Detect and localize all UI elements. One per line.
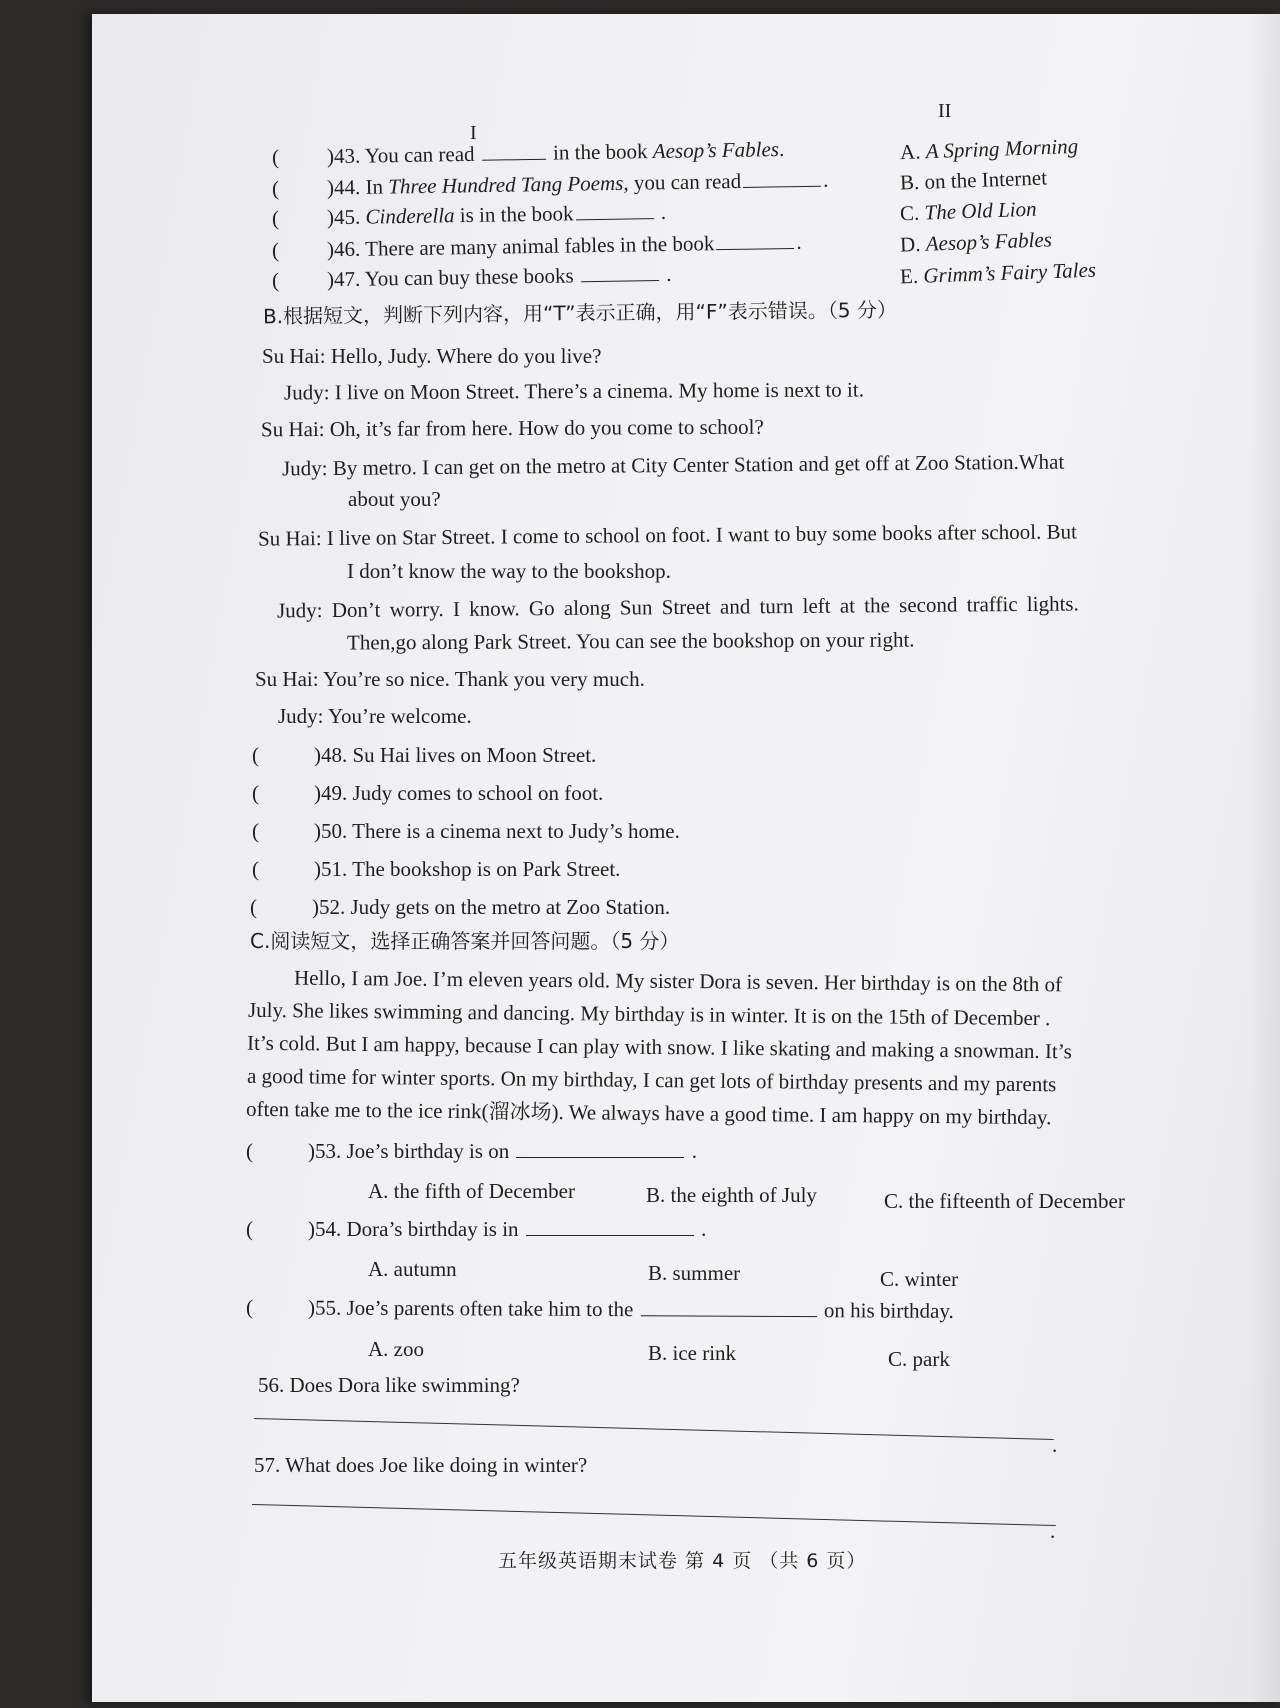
- q43-end: .: [778, 136, 785, 162]
- q55-stem: )55. Joe’s parents often take him to the: [307, 1295, 634, 1322]
- dialogue-line-4b: about you?: [348, 487, 441, 511]
- answer-paren[interactable]: (: [271, 176, 280, 201]
- q49-text: )49. Judy comes to school on foot.: [314, 781, 604, 805]
- q46-end: .: [796, 229, 802, 254]
- question-49: [252, 780, 603, 806]
- answer-paren[interactable]: (: [246, 1217, 253, 1241]
- q52-text: )52. Judy gets on the metro at Zoo Station.: [312, 895, 671, 919]
- q43-rest: in the book: [552, 139, 648, 165]
- dialogue-line-5: Su Hai: I live on Star Street. I come to school on foot. I want to buy some books after school. But: [257, 519, 1077, 551]
- passage-line-3: It’s cold. But I am happy, because I can play with snow. I like skating and making a snowman. It’s: [246, 1030, 1072, 1064]
- page-footer: 五年级英语期末试卷 第 4 页 （共 6 页）: [498, 1550, 867, 1572]
- answer-paren[interactable]: (: [271, 144, 280, 170]
- q50-text: )50. There is a cinema next to Judy’s home.: [314, 819, 680, 843]
- q45-text: )45.: [326, 204, 361, 230]
- dialogue-line-2: Judy: I live on Moon Street. There’s a cinema. My home is next to it.: [283, 377, 864, 405]
- column-header-i: I: [470, 122, 477, 144]
- q44-rest: , you can read: [623, 169, 742, 195]
- q54-option-b[interactable]: B. summer: [648, 1261, 741, 1285]
- question-55: [246, 1294, 954, 1324]
- q53-option-c[interactable]: C. the fifteenth of December: [884, 1189, 1125, 1213]
- q54-option-c[interactable]: C. winter: [880, 1267, 959, 1291]
- q53-end: .: [691, 1139, 697, 1163]
- passage-line-4: a good time for winter sports. On my birthday, I can get lots of birthday presents and my parents: [246, 1063, 1057, 1097]
- answer-paren[interactable]: (: [252, 743, 259, 767]
- q55-end: on his birthday.: [823, 1298, 954, 1323]
- q44-text: )44. In: [326, 174, 384, 200]
- paper-fold-shadow: [1250, 14, 1280, 1702]
- q55-option-a[interactable]: A. zoo: [368, 1337, 424, 1361]
- dialogue-line-8: Judy: You’re welcome.: [278, 704, 472, 728]
- q55-option-c[interactable]: C. park: [888, 1347, 950, 1371]
- option-text: Grimm’s Fairy Tales: [922, 257, 1097, 288]
- answer-paren[interactable]: (: [252, 819, 259, 843]
- q54-option-a[interactable]: A. autumn: [368, 1257, 457, 1281]
- q47-text: )47. You can buy these books: [326, 263, 574, 292]
- option-text: The Old Lion: [924, 196, 1037, 225]
- answer-paren[interactable]: (: [245, 1295, 254, 1320]
- q55-option-b[interactable]: B. ice rink: [648, 1341, 737, 1365]
- question-54: [246, 1216, 706, 1242]
- option-letter: B.: [899, 169, 920, 195]
- option-text: Aesop’s Fables: [925, 227, 1053, 256]
- q51-text: )51. The bookshop is on Park Street.: [314, 857, 621, 881]
- part-c-instruction: C.阅读短文，选择正确答案并回答问题。（5 分）: [250, 929, 680, 953]
- question-56: 56. Does Dora like swimming?: [258, 1373, 520, 1397]
- passage-line-5: often take me to the ice rink(溜冰场). We always have a good time. I am happy on my birthday.: [245, 1096, 1052, 1130]
- passage-line-1: Hello, I am Joe. I’m eleven years old. My sister Dora is seven. Her birthday is on the 8th of: [293, 965, 1063, 997]
- option-b: [900, 164, 1048, 195]
- q44-end: .: [822, 167, 829, 192]
- q54-end: .: [701, 1217, 707, 1241]
- dialogue-line-1: Su Hai: Hello, Judy. Where do you live?: [262, 344, 602, 368]
- q45-rest: is in the book: [459, 201, 574, 228]
- q55-blank[interactable]: [641, 1297, 817, 1317]
- question-50: [252, 818, 680, 844]
- part-b-instruction: B.根据短文，判断下列内容，用“T”表示正确，用“F”表示错误。（5 分）: [262, 297, 897, 329]
- option-d: [900, 226, 1053, 257]
- q47-blank[interactable]: [581, 262, 659, 282]
- q46-text: )46. There are many animal fables in the book: [326, 231, 715, 262]
- question-53: [246, 1138, 697, 1164]
- dialogue-line-7: Su Hai: You’re so nice. Thank you very much.: [255, 667, 645, 691]
- answer-paren[interactable]: (: [271, 238, 280, 263]
- option-text: A Spring Morning: [925, 133, 1079, 164]
- column-header-ii: II: [938, 100, 952, 122]
- answer-paren[interactable]: (: [250, 895, 257, 919]
- q44-blank[interactable]: [743, 168, 821, 188]
- q44-book: Three Hundred Tang Poems: [388, 170, 624, 199]
- option-letter: D.: [899, 231, 921, 257]
- option-letter: E.: [899, 263, 919, 289]
- q45-end: .: [660, 199, 667, 224]
- dialogue-line-6b: Then,go along Park Street. You can see the bookshop on your right.: [346, 627, 915, 655]
- question-52: [250, 894, 670, 920]
- passage-line-2: July. She likes swimming and dancing. My birthday is in winter. It is on the 15th of December .: [247, 997, 1051, 1031]
- dialogue-line-6: Judy: Don’t worry. I know. Go along Sun Street and turn left at the second traffic lights.: [276, 591, 1079, 623]
- question-57: 57. What does Joe like doing in winter?: [254, 1453, 588, 1477]
- q48-text: )48. Su Hai lives on Moon Street.: [314, 743, 597, 767]
- option-c: [900, 196, 1037, 227]
- dialogue-line-4: Judy: By metro. I can get on the metro at City Center Station and get off at Zoo Station.What: [281, 449, 1065, 481]
- question-48: [252, 742, 596, 768]
- answer-paren[interactable]: (: [252, 781, 259, 805]
- answer-paren[interactable]: (: [246, 1139, 253, 1163]
- q53-option-a[interactable]: A. the fifth of December: [368, 1179, 575, 1203]
- dialogue-line-5b: I don’t know the way to the bookshop.: [347, 559, 671, 583]
- q54-blank[interactable]: [526, 1217, 694, 1236]
- q45-blank[interactable]: [575, 200, 653, 220]
- q43-text: )43. You can read: [326, 141, 475, 169]
- q45-book: Cinderella: [365, 203, 455, 229]
- answer-paren[interactable]: (: [252, 857, 259, 881]
- q53-stem: )53. Joe’s birthday is on: [308, 1139, 510, 1163]
- q54-stem: )54. Dora’s birthday is in: [308, 1217, 519, 1241]
- option-letter: C.: [899, 200, 920, 226]
- q47-end: .: [666, 261, 672, 286]
- q53-blank[interactable]: [516, 1139, 684, 1158]
- dialogue-line-3: Su Hai: Oh, it’s far from here. How do you come to school?: [260, 414, 764, 442]
- answer-paren[interactable]: (: [271, 205, 280, 231]
- q46-blank[interactable]: [716, 230, 794, 250]
- answer-paren[interactable]: (: [271, 268, 280, 293]
- option-letter: A.: [899, 139, 921, 165]
- option-text: on the Internet: [924, 165, 1048, 194]
- q56-period: .: [1052, 1433, 1058, 1457]
- q43-book: Aesop’s Fables: [652, 137, 780, 164]
- q43-blank[interactable]: [482, 141, 546, 161]
- q57-period: .: [1050, 1519, 1056, 1543]
- question-51: [252, 856, 620, 882]
- q53-option-b[interactable]: B. the eighth of July: [646, 1183, 817, 1207]
